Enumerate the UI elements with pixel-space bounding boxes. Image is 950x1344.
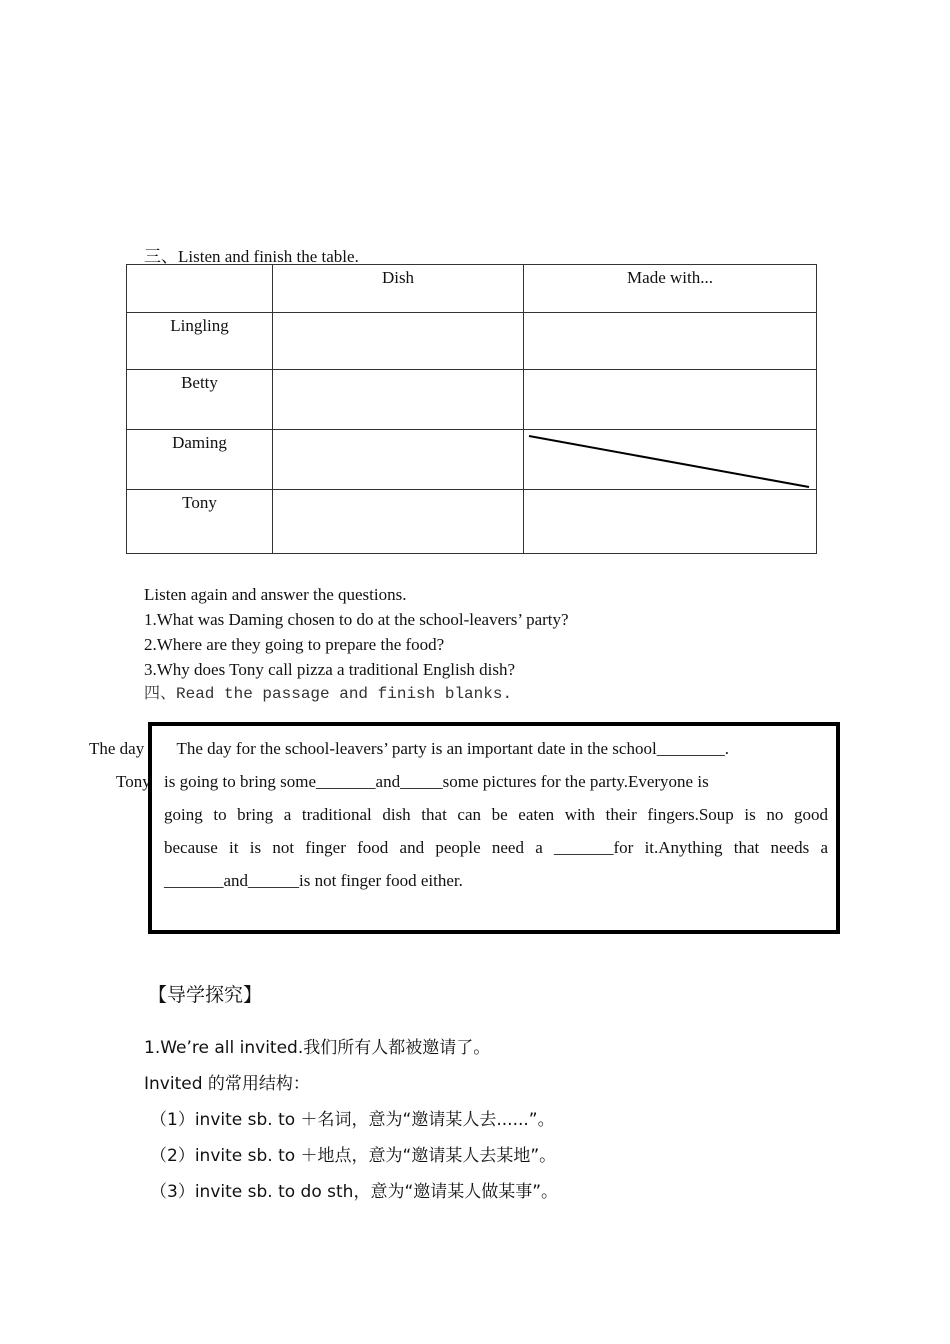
- question-3: 3.Why does Tony call pizza a traditional English dish?: [144, 660, 515, 679]
- row-label-betty: Betty: [127, 370, 273, 430]
- answer-cell-dish[interactable]: [273, 490, 524, 554]
- passage-line: The day for the school-leavers’ party is an important date in the school________.: [164, 739, 729, 758]
- questions-intro: Listen again and answer the questions.: [144, 585, 407, 604]
- overflow-text-left-2: Tony: [116, 772, 151, 791]
- answer-cell-dish[interactable]: [273, 313, 524, 370]
- table-header-dish: Dish: [273, 265, 524, 313]
- guide-point-1: 1.We’re all invited.我们所有人都被邀请了。: [144, 1038, 491, 1058]
- answer-cell-made-with[interactable]: [524, 490, 817, 554]
- diagonal-strike-line: [524, 430, 817, 490]
- row-label-lingling: Lingling: [127, 313, 273, 370]
- passage-line: is going to bring some_______and_____some pictures for the party.Everyone is: [164, 772, 709, 791]
- table-row: [127, 490, 817, 554]
- answer-cell-made-with[interactable]: [524, 313, 817, 370]
- passage-line: because it is not finger food and people need a _______for it.Anything that needs a: [164, 838, 828, 857]
- answer-cell-dish[interactable]: [273, 370, 524, 430]
- structure-item-2: （2）invite sb. to ＋地点，意为“邀请某人去某地”。: [150, 1146, 557, 1166]
- guide-notes: [144, 1030, 558, 1210]
- question-2: 2.Where are they going to prepare the food?: [144, 635, 445, 654]
- listen-section-title: 三、Listen and finish the table.: [144, 247, 359, 266]
- listen-table: [126, 264, 817, 554]
- table-header-row: [127, 265, 817, 313]
- passage-text: [164, 732, 828, 897]
- answer-cell-dish[interactable]: [273, 430, 524, 490]
- row-label-daming: Daming: [127, 430, 273, 490]
- table-row: [127, 430, 817, 490]
- question-1: 1.What was Daming chosen to do at the school-leavers’ party?: [144, 610, 569, 629]
- table-row: [127, 313, 817, 370]
- table-header-empty: [127, 265, 273, 313]
- passage-line: going to bring a traditional dish that can be eaten with their fingers.Soup is no good: [164, 805, 828, 824]
- answer-cell-made-with-crossed: [524, 430, 817, 490]
- structure-item-3: （3）invite sb. to do sth，意为“邀请某人做某事”。: [150, 1182, 559, 1202]
- overflow-text-left-1: The day: [89, 739, 145, 758]
- read-section-title: 四、Read the passage and finish blanks.: [144, 685, 513, 703]
- structure-item-1: （1）invite sb. to ＋名词，意为“邀请某人去......”。: [150, 1110, 555, 1130]
- questions-block: [144, 582, 569, 707]
- table-header-made-with: Made with...: [524, 265, 817, 313]
- passage-line: _______and______is not finger food either.: [164, 871, 463, 890]
- guide-section-title: 【导学探究】: [148, 984, 263, 1006]
- row-label-tony: Tony: [127, 490, 273, 554]
- structure-label: Invited 的常用结构：: [144, 1074, 310, 1094]
- answer-cell-made-with[interactable]: [524, 370, 817, 430]
- table-row: [127, 370, 817, 430]
